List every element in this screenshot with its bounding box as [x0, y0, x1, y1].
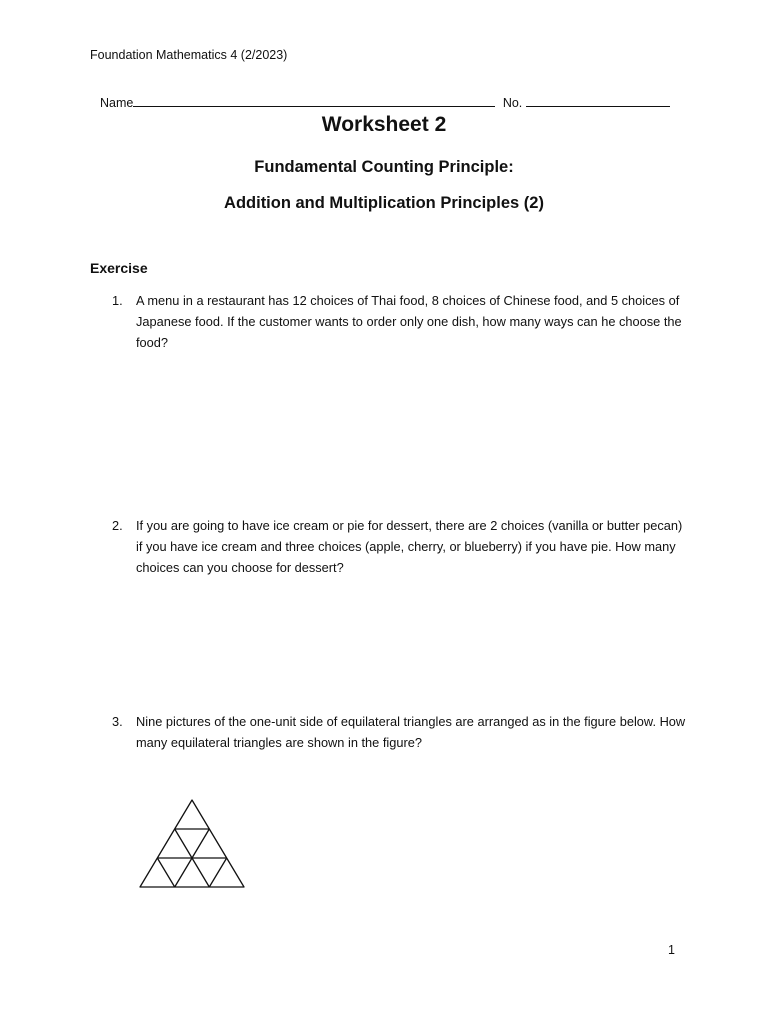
question-1 — [112, 290, 692, 353]
section-heading: Exercise — [90, 260, 148, 276]
question-text: A menu in a restaurant has 12 choices of Thai food, 8 choices of Chinese food, and 5 choices of Japanese food. If the customer wants to order only one dish, how many ways can he choose the food? — [136, 293, 682, 350]
page-number: 1 — [668, 943, 675, 957]
name-row — [100, 94, 670, 110]
question-number: 2. — [112, 518, 123, 533]
question-2 — [112, 515, 692, 578]
course-header: Foundation Mathematics 4 (2/2023) — [90, 48, 288, 62]
worksheet-subtitle-1: Fundamental Counting Principle: — [254, 158, 514, 176]
worksheet-title: Worksheet 2 — [321, 113, 447, 136]
number-blank — [526, 94, 670, 107]
question-text: If you are going to have ice cream or pie for dessert, there are 2 choices (vanilla or butter pecan) if you have ice cream and three choices (apple, cherry, or blueberry) if you have pie. How many choices can you choose for dessert? — [136, 518, 683, 575]
question-text: Nine pictures of the one-unit side of equilateral triangles are arranged as in the figure below. How many equilateral triangles are shown in the figure? — [136, 714, 686, 750]
question-3 — [112, 711, 692, 753]
name-label: Name — [100, 96, 134, 110]
number-label: No. — [502, 96, 523, 110]
name-blank — [133, 94, 495, 107]
question-number: 1. — [112, 293, 123, 308]
equilateral-triangle-grid-icon — [136, 798, 248, 895]
worksheet-subtitle-2: Addition and Multiplication Principles (2) — [224, 194, 544, 212]
question-number: 3. — [112, 714, 123, 729]
